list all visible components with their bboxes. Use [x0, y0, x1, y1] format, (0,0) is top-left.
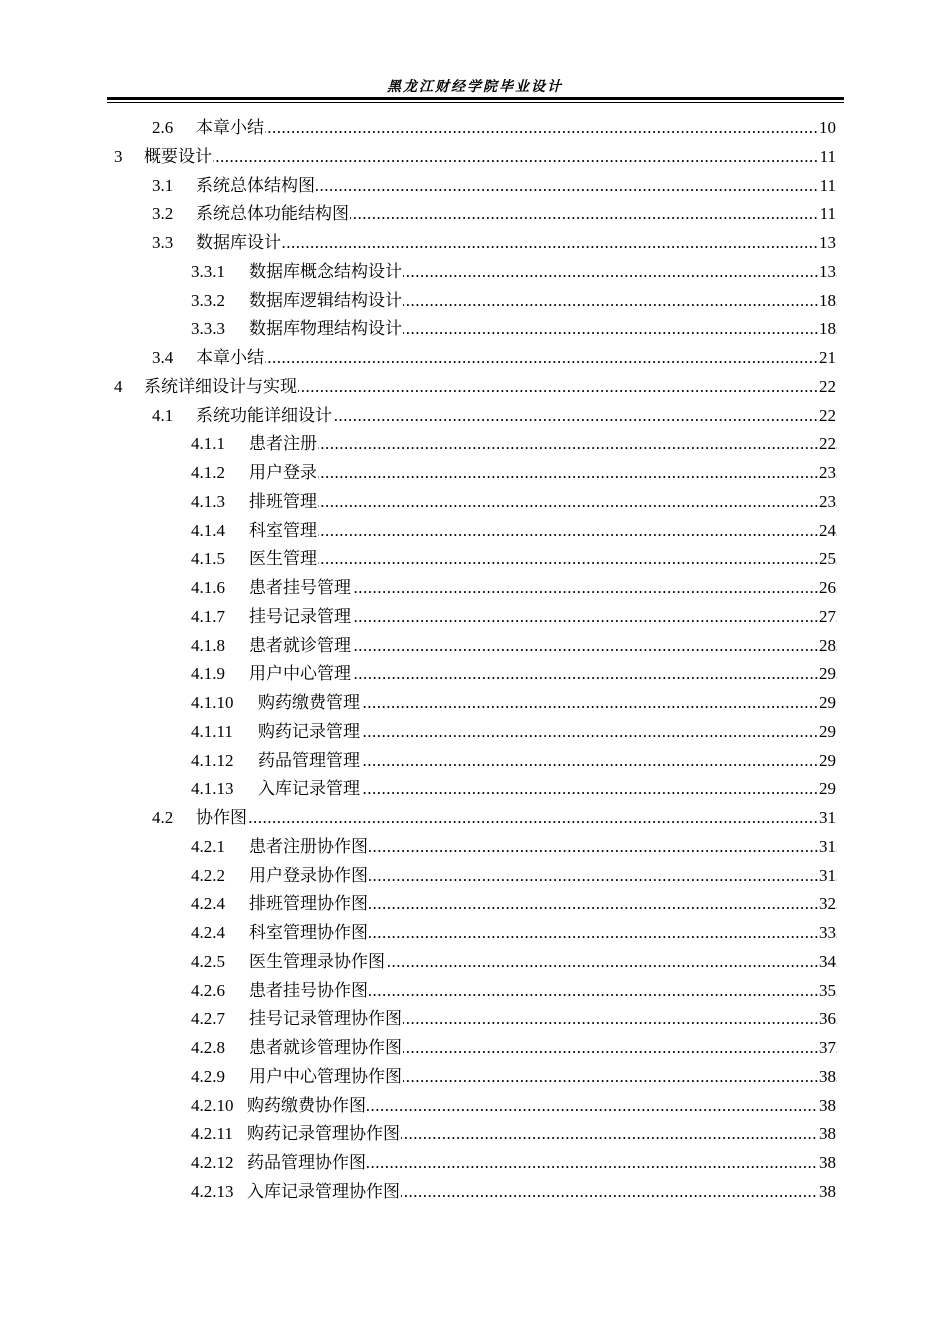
toc-entry-title: 患者挂号管理 — [249, 576, 352, 600]
toc-entry[interactable] — [0, 547, 950, 576]
toc-entry-number: 4.1.12 — [191, 750, 234, 770]
toc-entry-page-number: 38 — [818, 1122, 836, 1146]
toc-entry-page-number: 38 — [818, 1094, 836, 1118]
toc-entry-number: 4.2.7 — [191, 1009, 225, 1029]
toc-entry-title: 用户登录 — [249, 461, 318, 485]
toc-entry-title: 入库记录管理协作图 — [247, 1180, 401, 1204]
toc-entry-page-number: 13 — [818, 231, 836, 255]
toc-entry-number: 4.2.11 — [191, 1124, 233, 1144]
toc-entry[interactable] — [0, 1122, 950, 1151]
toc-entry-page-number: 13 — [818, 260, 836, 284]
toc-entry-leader-dots — [196, 116, 837, 140]
toc-entry-page-number: 22 — [818, 404, 836, 428]
toc-entry-title: 患者挂号协作图 — [249, 979, 369, 1003]
toc-entry-title: 科室管理协作图 — [249, 921, 369, 945]
toc-entry-number: 4.2.12 — [191, 1153, 234, 1172]
toc-entry-title: 患者注册协作图 — [249, 835, 369, 859]
toc-entry-number: 3.3 — [152, 233, 174, 252]
toc-entry-leader-dots — [249, 490, 837, 514]
toc-entry-title: 药品管理协作图 — [247, 1151, 367, 1175]
toc-entry-number: 4 — [114, 376, 123, 396]
toc-entry[interactable] — [0, 346, 950, 375]
toc-entry-page-number: 22 — [818, 375, 836, 399]
toc-entry-number: 4.2.13 — [191, 1181, 234, 1201]
toc-entry-number: 4.2.4 — [191, 923, 225, 942]
toc-entry-leader-dots — [249, 461, 837, 485]
toc-entry-page-number: 25 — [818, 547, 836, 571]
toc-entry[interactable] — [0, 634, 950, 663]
toc-entry[interactable] — [0, 317, 950, 346]
toc-entry-number: 3.3.2 — [191, 290, 225, 310]
toc-entry-page-number: 18 — [818, 289, 836, 313]
toc-entry[interactable] — [0, 116, 950, 145]
toc-entry-page-number: 11 — [819, 202, 836, 226]
toc-entry-page-number: 28 — [818, 634, 836, 658]
toc-entry[interactable] — [0, 461, 950, 490]
toc-entry[interactable] — [0, 1180, 950, 1209]
toc-entry-number: 4.2.10 — [191, 1095, 234, 1115]
toc-entry-title: 数据库概念结构设计 — [249, 260, 403, 284]
toc-entry-title: 入库记录管理 — [258, 777, 361, 801]
toc-entry-number: 4.2 — [152, 808, 174, 827]
toc-entry-leader-dots — [196, 806, 837, 830]
toc-entry-number: 4.2.5 — [191, 951, 225, 971]
toc-entry-page-number: 31 — [818, 864, 836, 888]
toc-entry[interactable] — [0, 1007, 950, 1036]
toc-entry-title: 用户中心管理协作图 — [249, 1065, 403, 1089]
toc-entry-title: 本章小结 — [196, 346, 265, 370]
toc-entry[interactable] — [0, 691, 950, 720]
toc-entry-title: 本章小结 — [196, 116, 265, 140]
toc-entry-page-number: 38 — [818, 1151, 836, 1175]
toc-entry-number: 4.1 — [152, 405, 174, 425]
toc-entry-page-number: 11 — [819, 145, 836, 169]
toc-entry-leader-dots — [196, 231, 837, 255]
toc-entry-page-number: 21 — [818, 346, 836, 370]
toc-entry-page-number: 27 — [818, 605, 836, 629]
toc-entry[interactable] — [0, 605, 950, 634]
toc-entry-number: 4.1.13 — [191, 779, 234, 799]
toc-entry[interactable] — [0, 1036, 950, 1065]
toc-entry-page-number: 35 — [818, 979, 836, 1003]
toc-entry-number: 4.1.3 — [191, 491, 225, 511]
toc-entry-number: 4.1.2 — [191, 463, 225, 482]
header-rule-thin — [107, 102, 844, 103]
toc-entry[interactable] — [0, 749, 950, 778]
toc-entry[interactable] — [0, 1094, 950, 1123]
toc-entry[interactable] — [0, 202, 950, 231]
toc-entry-number: 3.3.1 — [191, 261, 225, 281]
toc-entry-page-number: 29 — [818, 777, 836, 801]
toc-entry-page-number: 34 — [818, 950, 836, 974]
toc-entry-title: 科室管理 — [249, 519, 318, 543]
toc-entry-number: 3.1 — [152, 175, 174, 195]
toc-entry[interactable] — [0, 145, 950, 174]
toc-entry-title: 协作图 — [196, 806, 248, 830]
toc-entry-number: 3.2 — [152, 204, 174, 224]
toc-entry-title: 患者就诊管理协作图 — [249, 1036, 403, 1060]
toc-entry-leader-dots — [144, 145, 837, 169]
toc-entry-page-number: 22 — [818, 432, 836, 456]
toc-entry-number: 4.1.10 — [191, 693, 234, 712]
toc-entry-number: 3.4 — [152, 348, 174, 367]
toc-entry-number: 4.2.2 — [191, 865, 225, 885]
toc-entry-title: 排班管理协作图 — [249, 892, 369, 916]
toc-entry-number: 4.2.4 — [191, 894, 225, 914]
toc-entry[interactable] — [0, 662, 950, 691]
toc-entry-number: 4.2.1 — [191, 836, 225, 856]
toc-entry-title: 医生管理 — [249, 547, 318, 571]
toc-entry-number: 4.1.9 — [191, 664, 225, 684]
toc-entry-number: 4.1.1 — [191, 434, 225, 454]
toc-entry-number: 4.2.9 — [191, 1066, 225, 1086]
toc-entry-page-number: 29 — [818, 749, 836, 773]
toc-entry-page-number: 31 — [818, 806, 836, 830]
toc-entry-page-number: 10 — [818, 116, 836, 140]
toc-entry-title: 患者注册 — [249, 432, 318, 456]
toc-entry-page-number: 32 — [818, 892, 836, 916]
toc-entry-title: 购药缴费管理 — [258, 691, 361, 715]
toc-entry[interactable] — [0, 777, 950, 806]
toc-entry[interactable] — [0, 806, 950, 835]
toc-entry-number: 4.2.8 — [191, 1038, 225, 1057]
toc-entry-page-number: 23 — [818, 490, 836, 514]
toc-entry[interactable] — [0, 864, 950, 893]
toc-entry-number: 4.1.7 — [191, 606, 225, 626]
toc-entry-title: 药品管理管理 — [258, 749, 361, 773]
toc-entry-number: 4.1.8 — [191, 635, 225, 655]
toc-entry-number: 4.1.4 — [191, 520, 225, 540]
toc-entry-title: 数据库逻辑结构设计 — [249, 289, 403, 313]
toc-entry-page-number: 29 — [818, 720, 836, 744]
toc-entry-page-number: 18 — [818, 317, 836, 341]
toc-entry-title: 系统功能详细设计 — [196, 404, 333, 428]
toc-entry[interactable] — [0, 979, 950, 1008]
toc-entry-number: 4.1.5 — [191, 549, 225, 569]
toc-entry[interactable] — [0, 231, 950, 260]
toc-entry-title: 数据库物理结构设计 — [249, 317, 403, 341]
toc-entry-title: 医生管理录协作图 — [249, 950, 386, 974]
toc-entry[interactable] — [0, 576, 950, 605]
toc-entry[interactable] — [0, 174, 950, 203]
header-rule-thick — [107, 97, 844, 100]
toc-entry-page-number: 38 — [818, 1180, 836, 1204]
toc-entry[interactable] — [0, 260, 950, 289]
toc-entry-leader-dots — [249, 519, 837, 543]
toc-entry[interactable] — [0, 519, 950, 548]
toc-entry-page-number: 24 — [818, 519, 836, 543]
toc-entry-title: 系统详细设计与实现 — [144, 375, 298, 399]
toc-entry-title: 购药记录管理协作图 — [247, 1122, 401, 1146]
toc-entry-title: 排班管理 — [249, 490, 318, 514]
toc-entry-page-number: 29 — [818, 691, 836, 715]
toc-entry-leader-dots — [249, 547, 837, 571]
toc-entry-page-number: 29 — [818, 662, 836, 686]
toc-entry-number: 2.6 — [152, 118, 174, 137]
toc-entry-page-number: 38 — [818, 1065, 836, 1089]
toc-entry[interactable] — [0, 289, 950, 318]
toc-entry-title: 用户中心管理 — [249, 662, 352, 686]
toc-entry[interactable] — [0, 892, 950, 921]
toc-entry-page-number: 23 — [818, 461, 836, 485]
toc-entry-title: 挂号记录管理协作图 — [249, 1007, 403, 1031]
toc-entry-page-number: 36 — [818, 1007, 836, 1031]
toc-entry[interactable] — [0, 375, 950, 404]
toc-entry[interactable] — [0, 835, 950, 864]
toc-entry[interactable] — [0, 1151, 950, 1180]
toc-entry[interactable] — [0, 432, 950, 461]
toc-entry-leader-dots — [249, 432, 837, 456]
toc-entry-title: 用户登录协作图 — [249, 864, 369, 888]
toc-entry-page-number: 37 — [818, 1036, 836, 1060]
toc-entry-page-number: 26 — [818, 576, 836, 600]
toc-entry[interactable] — [0, 404, 950, 433]
toc-entry-title: 患者就诊管理 — [249, 634, 352, 658]
toc-entry-title: 数据库设计 — [196, 231, 282, 255]
toc-entry-title: 概要设计 — [144, 145, 213, 169]
toc-entry-number: 4.1.6 — [191, 578, 225, 597]
toc-entry-title: 系统总体功能结构图 — [196, 202, 350, 226]
toc-entry[interactable] — [0, 720, 950, 749]
toc-entry-number: 3 — [114, 146, 123, 166]
toc-entry-title: 挂号记录管理 — [249, 605, 352, 629]
toc-entry-number: 4.2.6 — [191, 980, 225, 1000]
toc-entry[interactable] — [0, 950, 950, 979]
page-header-title: 黑龙江财经学院毕业设计 — [387, 80, 563, 95]
toc-entry[interactable] — [0, 490, 950, 519]
toc-entry-leader-dots — [196, 346, 837, 370]
toc-entry-number: 4.1.11 — [191, 721, 233, 741]
toc-entry-page-number: 33 — [818, 921, 836, 945]
toc-entry-title: 购药记录管理 — [258, 720, 361, 744]
toc-entry[interactable] — [0, 921, 950, 950]
toc-entry-page-number: 31 — [818, 835, 836, 859]
toc-entry-page-number: 11 — [819, 174, 836, 198]
toc-entry[interactable] — [0, 1065, 950, 1094]
table-of-contents — [0, 116, 950, 1209]
toc-entry-title: 购药缴费协作图 — [247, 1094, 367, 1118]
toc-entry-number: 3.3.3 — [191, 319, 225, 339]
toc-entry-title: 系统总体结构图 — [196, 174, 316, 198]
